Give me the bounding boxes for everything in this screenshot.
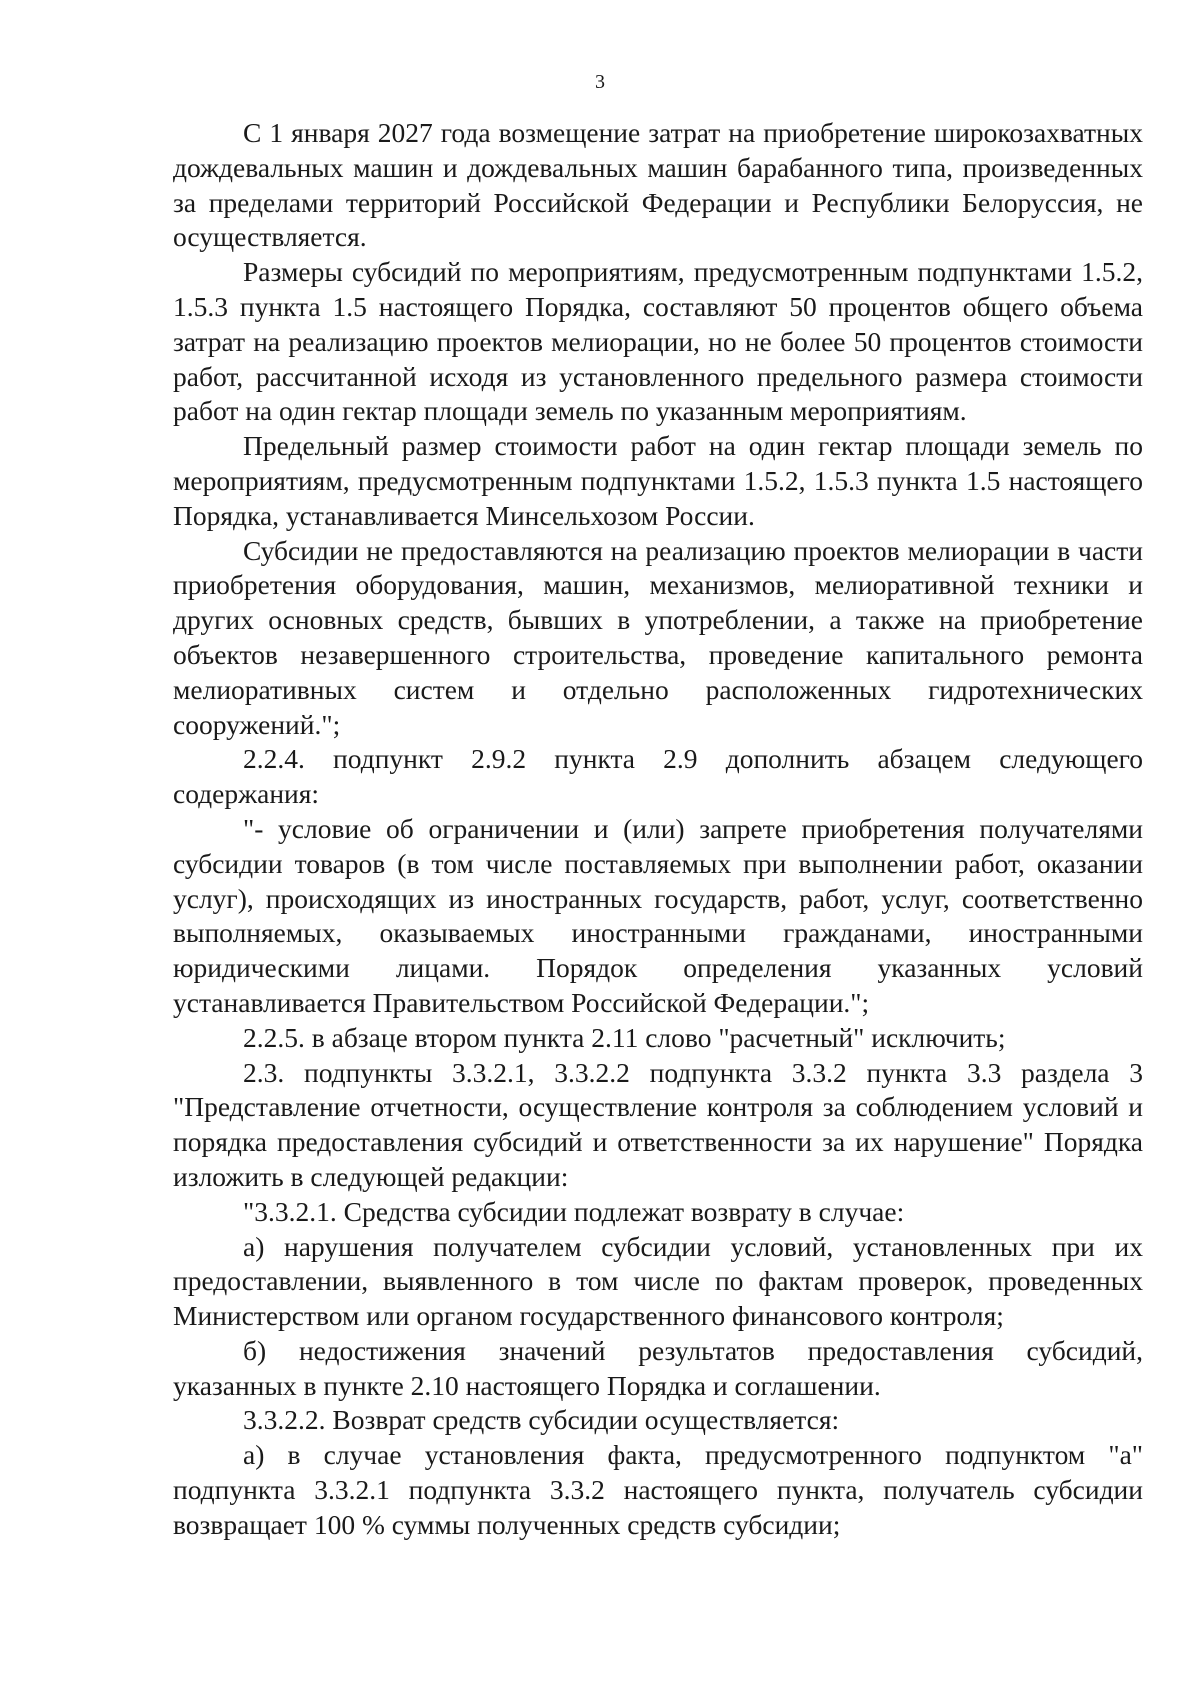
paragraph: С 1 января 2027 года возмещение затрат на приобретение широкозахватных дождевальных машин и дождевальных машин барабанного типа, произведенных за пределами территорий Российской Федерации и Республики Белоруссия, не осуществляется.: [173, 117, 1143, 253]
paragraph: Предельный размер стоимости работ на один гектар площади земель по мероприятиям, предусмотренным подпунктами 1.5.2, 1.5.3 пункта 1.5 настоящего Порядка, устанавливается Минсельхозом России.: [173, 430, 1143, 531]
paragraph: Размеры субсидий по мероприятиям, предусмотренным подпунктами 1.5.2, 1.5.3 пункта 1.5 настоящего Порядка, составляют 50 процентов общего объема затрат на реализацию проектов мелиорации, но не более 50 процентов стоимости работ, рассчитанной исходя из установленного предельного размера стоимости работ на один гектар площади земель по указанным мероприятиям.: [173, 256, 1143, 427]
paragraph: Субсидии не предоставляются на реализацию проектов мелиорации в части приобретения оборудования, машин, механизмов, мелиоративной техники и других основных средств, бывших в употреблении, а также на приобретение объектов незавершенного строительства, проведение капитального ремонта мелиоративных систем и отдельно расположенных гидротехнических сооружений.";: [173, 534, 1143, 740]
paragraph: а) в случае установления факта, предусмотренного подпунктом "а" подпункта 3.3.2.1 подпункта 3.3.2 настоящего пункта, получатель субсидии возвращает 100 % суммы полученных средств субсидии;: [173, 1439, 1143, 1540]
paragraph: 3.3.2.2. Возврат средств субсидии осуществляется:: [243, 1404, 840, 1436]
paragraph: "3.3.2.1. Средства субсидии подлежат возврату в случае:: [243, 1195, 905, 1227]
paragraph: а) нарушения получателем субсидии условий, установленных при их предоставлении, выявленного в том числе по фактам проверок, проведенных Министерством или органом государственного финансового контроля;: [173, 1230, 1143, 1332]
paragraph: "- условие об ограничении и (или) запрете приобретения получателями субсидии товаров (в том числе поставляемых при выполнении работ, оказании услуг), происходящих из иностранных государств, работ, услуг, соответственно выполняемых, оказываемых иностранными гражданами, иностранными юридическими лицами. Порядок определения указанных условий устанавливается Правительством Российской Федерации.";: [173, 812, 1143, 1018]
page-number: 3: [595, 71, 605, 93]
paragraph: б) недостижения значений результатов предоставления субсидий, указанных в пункте 2.10 настоящего Порядка и соглашении.: [173, 1334, 1143, 1401]
paragraph: 2.2.4. подпункт 2.9.2 пункта 2.9 дополнить абзацем следующего содержания:: [173, 743, 1143, 810]
paragraph: 2.2.5. в абзаце втором пункта 2.11 слово "расчетный" исключить;: [243, 1021, 1006, 1053]
document-body: [173, 116, 1143, 1543]
paragraph: 2.3. подпункты 3.3.2.1, 3.3.2.2 подпункта 3.3.2 пункта 3.3 раздела 3 "Представление отчетности, осуществление контроля за соблюдением условий и порядка предоставления субсидий и ответственности за их нарушение" Порядка изложить в следующей редакции:: [173, 1056, 1143, 1192]
